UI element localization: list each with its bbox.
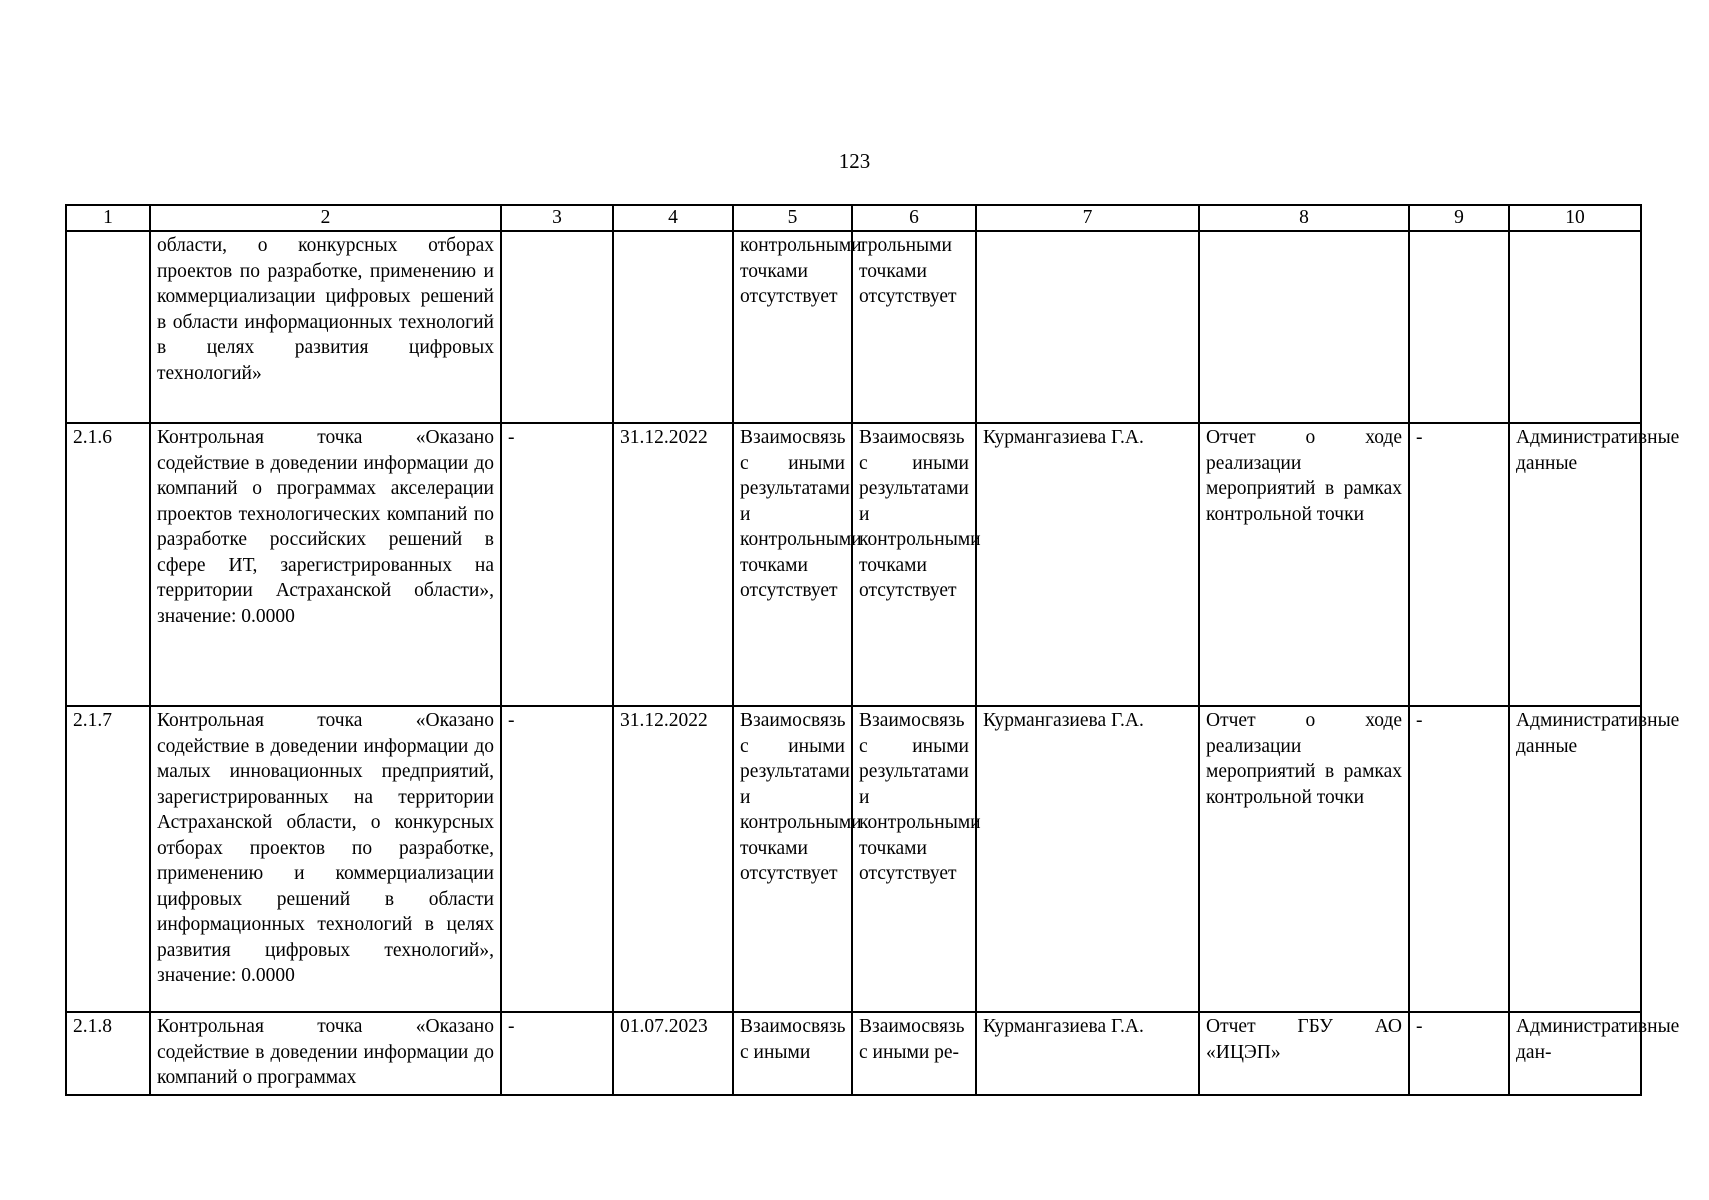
cell-col6: Взаимосвязь с иными ре- xyxy=(852,1012,976,1095)
column-number-row xyxy=(66,205,1641,231)
column-header: 2 xyxy=(150,205,501,231)
cell-col3: - xyxy=(501,1012,613,1095)
table-row xyxy=(66,231,1641,423)
column-header: 7 xyxy=(976,205,1199,231)
confirming-document xyxy=(1199,231,1409,423)
cell-col5: Взаимосвязь с иными xyxy=(733,1012,852,1095)
column-header: 6 xyxy=(852,205,976,231)
cell-col3: - xyxy=(501,706,613,1012)
cell-col9: - xyxy=(1409,706,1509,1012)
column-header: 10 xyxy=(1509,205,1641,231)
column-header: 5 xyxy=(733,205,852,231)
cell-col5: Взаимосвязь с иными результатами и контрольными точками отсутствует xyxy=(733,423,852,706)
row-number: 2.1.7 xyxy=(66,706,150,1012)
column-header: 4 xyxy=(613,205,733,231)
control-point-name: области, о конкурсных отборах проектов по разработке, применению и коммерциализации цифровых решений в области информационных технологий в целях развития цифровых технологий» xyxy=(150,231,501,423)
table-row xyxy=(66,706,1641,1012)
cell-col5: контрольными точками отсутствует xyxy=(733,231,852,423)
responsible-person: Курмангазиева Г.А. xyxy=(976,1012,1199,1095)
cell-col9: - xyxy=(1409,423,1509,706)
responsible-person xyxy=(976,231,1199,423)
row-number: 2.1.8 xyxy=(66,1012,150,1095)
page-number: 123 xyxy=(838,149,871,173)
data-source xyxy=(1509,231,1641,423)
control-point-name: Контрольная точка «Оказано содействие в доведении информации до малых инновационных предприятий, зарегистрированных на территории Астраханской области, о конкурсных отборах проектов по разработке, применению и коммерциализации цифровых решений в области информационных технологий в целях развития цифровых технологий», значение: 0.0000 xyxy=(150,706,501,1012)
data-source: Административные данные xyxy=(1509,423,1641,706)
row-number xyxy=(66,231,150,423)
confirming-document: Отчет о ходе реализации мероприятий в рамках контрольной точки xyxy=(1199,706,1409,1012)
deadline-date: 31.12.2022 xyxy=(613,423,733,706)
column-header: 3 xyxy=(501,205,613,231)
cell-col9: - xyxy=(1409,1012,1509,1095)
cell-col6: Взаимосвязь с иными результатами и контрольными точками отсутствует xyxy=(852,706,976,1012)
cell-col3: - xyxy=(501,423,613,706)
cell-col6: трольными точками отсутствует xyxy=(852,231,976,423)
column-header: 8 xyxy=(1199,205,1409,231)
deadline-date: 01.07.2023 xyxy=(613,1012,733,1095)
cell-col6: Взаимосвязь с иными результатами и контрольными точками отсутствует xyxy=(852,423,976,706)
row-number: 2.1.6 xyxy=(66,423,150,706)
cell-col5: Взаимосвязь с иными результатами и контрольными точками отсутствует xyxy=(733,706,852,1012)
confirming-document: Отчет ГБУ АО «ИЦЭП» xyxy=(1199,1012,1409,1095)
responsible-person: Курмангазиева Г.А. xyxy=(976,423,1199,706)
control-point-name: Контрольная точка «Оказано содействие в доведении информации до компаний о программах xyxy=(150,1012,501,1095)
deadline-date xyxy=(613,231,733,423)
cell-col3 xyxy=(501,231,613,423)
control-point-name: Контрольная точка «Оказано содействие в доведении информации до компаний о программах акселерации проектов технологических компаний по разработке российских решений в сфере ИТ, зарегистрированных на территории Астраханской области», значение: 0.0000 xyxy=(150,423,501,706)
column-header: 1 xyxy=(66,205,150,231)
confirming-document: Отчет о ходе реализации мероприятий в рамках контрольной точки xyxy=(1199,423,1409,706)
column-header: 9 xyxy=(1409,205,1509,231)
table-row xyxy=(66,1012,1641,1095)
table-row xyxy=(66,423,1641,706)
data-source: Административные дан- xyxy=(1509,1012,1641,1095)
deadline-date: 31.12.2022 xyxy=(613,706,733,1012)
responsible-person: Курмангазиева Г.А. xyxy=(976,706,1199,1012)
plan-table xyxy=(65,204,1680,1096)
data-source: Административные данные xyxy=(1509,706,1641,1012)
cell-col9 xyxy=(1409,231,1509,423)
